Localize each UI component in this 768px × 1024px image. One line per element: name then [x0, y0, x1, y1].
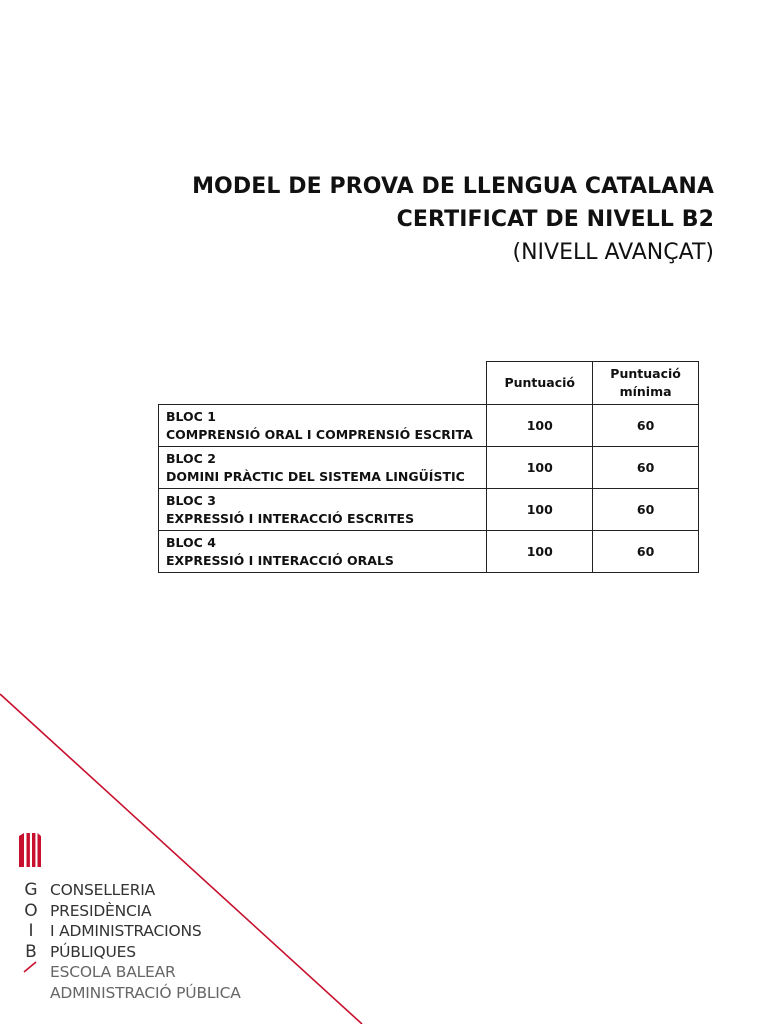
bloc-cell: [159, 489, 487, 531]
column-header-min-score: [593, 362, 699, 405]
score-table: [158, 361, 699, 573]
bloc-cell: [159, 405, 487, 447]
org-line-publiques: PÚBLIQUES: [50, 942, 136, 961]
document-title-block: [192, 170, 714, 269]
bloc-label: BLOC 2: [166, 450, 216, 466]
bloc-name: COMPRENSIÓ ORAL I COMPRENSIÓ ESCRITA: [166, 426, 473, 442]
min-score-cell: 60: [593, 405, 699, 447]
bloc-cell: [159, 447, 487, 489]
table-row: [159, 531, 699, 573]
score-cell: 100: [487, 489, 593, 531]
document-subtitle: (NIVELL AVANÇAT): [512, 240, 714, 265]
goib-letter: B: [25, 941, 37, 962]
bloc-label: BLOC 1: [166, 408, 216, 424]
org-line-escola-balear: ESCOLA BALEAR: [50, 963, 176, 981]
bloc-cell: [159, 531, 487, 573]
min-score-cell: 60: [593, 489, 699, 531]
score-cell: 100: [487, 531, 593, 573]
bloc-label: BLOC 3: [166, 492, 216, 508]
column-header-min-line2: mínima: [619, 384, 672, 399]
blank-header-cell: [159, 362, 487, 405]
org-line-presidencia: PRESIDÈNCIA: [50, 901, 152, 920]
table-row: [159, 447, 699, 489]
table-row: [159, 489, 699, 531]
goib-letter: O: [24, 900, 38, 921]
min-score-cell: 60: [593, 531, 699, 573]
document-title-line2: CERTIFICAT DE NIVELL B2: [396, 207, 714, 232]
accent-slash-icon: [22, 960, 38, 974]
bloc-name: EXPRESSIÓ I INTERACCIÓ ESCRITES: [166, 510, 415, 526]
column-header-min-line1: Puntuació: [610, 366, 681, 381]
org-line-administracio-publica: ADMINISTRACIÓ PÚBLICA: [50, 983, 241, 1002]
score-cell: 100: [487, 447, 593, 489]
goib-letters: [20, 880, 42, 962]
bloc-label: BLOC 4: [166, 534, 216, 550]
bloc-name: DOMINI PRÀCTIC DEL SISTEMA LINGÜÍSTIC: [166, 468, 465, 484]
column-header-score: [487, 362, 593, 405]
score-cell: 100: [487, 405, 593, 447]
goib-letter: I: [28, 921, 34, 941]
score-table-header-row: [159, 362, 699, 405]
bloc-name: EXPRESSIÓ I INTERACCIÓ ORALS: [166, 552, 394, 568]
min-score-cell: 60: [593, 447, 699, 489]
document-title-line1: MODEL DE PROVA DE LLENGUA CATALANA: [192, 174, 714, 199]
goib-letter: G: [24, 880, 38, 900]
org-line-conselleria: CONSELLERIA: [50, 881, 156, 899]
balearic-shield-icon: [18, 832, 42, 868]
org-line-administracions: I ADMINISTRACIONS: [50, 922, 202, 940]
table-row: [159, 405, 699, 447]
column-header-score-label: Puntuació: [504, 375, 576, 390]
organization-name: [50, 880, 241, 1003]
